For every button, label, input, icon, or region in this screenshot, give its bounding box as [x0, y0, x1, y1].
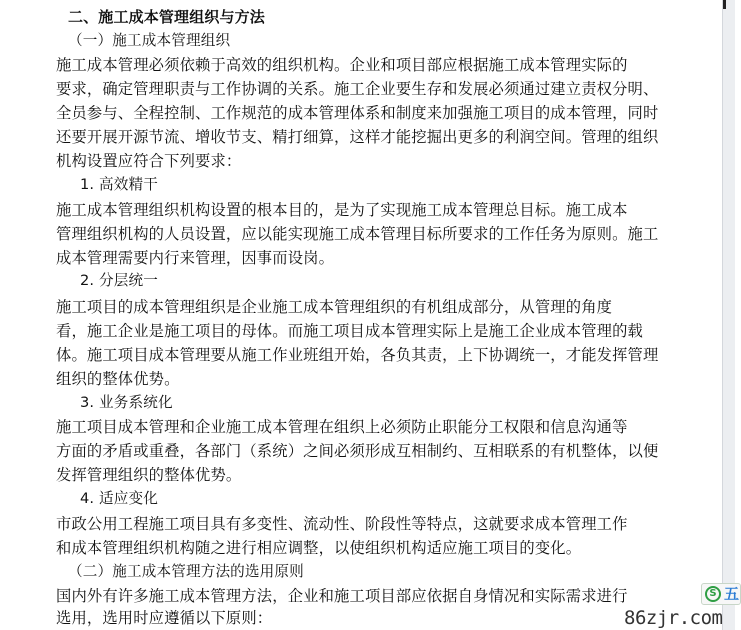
item-title-adapt: 4. 适应变化 [80, 490, 158, 507]
subsection-heading-organization: （一）施工成本管理组织 [68, 32, 231, 49]
watermark-site: 86zjr.com [624, 607, 723, 629]
paragraph-line: 施工成本管理必须依赖于高效的组织机构。企业和项目部应根据施工成本管理实际的 [56, 56, 628, 74]
watermark-badge [701, 583, 741, 605]
paragraph-line: 成本管理需要内行来管理，因事而设岗。 [56, 249, 335, 267]
item-title-efficient: 1. 高效精干 [80, 176, 158, 193]
paragraph-line: 机构设置应符合下列要求： [56, 152, 242, 170]
paragraph-line: 体。施工项目成本管理要从施工作业班组开始，各负其责，上下协调统一，才能发挥管理 [56, 346, 659, 364]
paragraph-line: 选用，选用时应遵循以下原则： [56, 609, 273, 627]
cursor-mark [723, 0, 726, 9]
watermark-badge-text: 五 [724, 585, 740, 603]
item-title-layered: 2. 分层统一 [80, 272, 158, 289]
s-logo-icon: S [705, 586, 721, 602]
section-heading: 二、施工成本管理组织与方法 [68, 8, 265, 26]
paragraph-line: 施工项目的成本管理组织是企业施工成本管理组织的有机组成部分，从管理的角度 [56, 298, 613, 316]
paragraph-line: 施工成本管理组织机构设置的根本目的，是为了实现施工成本管理总目标。施工成本 [56, 201, 628, 219]
paragraph-line: 和成本管理组织机构随之进行相应调整，以使组织机构适应施工项目的变化。 [56, 539, 582, 557]
paragraph-line: 施工项目成本管理和企业施工成本管理在组织上必须防止职能分工权限和信息沟通等 [56, 418, 628, 436]
paragraph-line: 管理组织机构的人员设置，应以能实现施工成本管理目标所要求的工作任务为原则。施工 [56, 225, 659, 243]
paragraph-line: 全员参与、全程控制、工作规范的成本管理体系和制度来加强施工项目的成本管理，同时 [56, 104, 659, 122]
paragraph-line: 还要开展开源节流、增收节支、精打细算，这样才能挖掘出更多的利润空间。管理的组织 [56, 128, 659, 146]
paragraph-line: 组织的整体优势。 [56, 370, 180, 388]
paragraph-line: 看，施工企业是施工项目的母体。而施工项目成本管理实际上是施工企业成本管理的载 [56, 322, 643, 340]
subsection-heading-methods: （二）施工成本管理方法的选用原则 [68, 563, 304, 580]
item-title-systematic: 3. 业务系统化 [80, 394, 173, 411]
paragraph-line: 发挥管理组织的整体优势。 [56, 466, 242, 484]
paragraph-line: 要求，确定管理职责与工作协调的关系。施工企业要生存和发展必须通过建立责权分明、 [56, 80, 659, 98]
paragraph-line: 国内外有许多施工成本管理方法，企业和施工项目部应依据自身情况和实际需求进行 [56, 587, 628, 605]
scrollbar-strip[interactable] [722, 0, 735, 630]
paragraph-line: 市政公用工程施工项目具有多变性、流动性、阶段性等特点，这就要求成本管理工作 [56, 515, 628, 533]
paragraph-line: 方面的矛盾或重叠，各部门（系统）之间必须形成互相制约、互相联系的有机整体，以便 [56, 442, 659, 460]
